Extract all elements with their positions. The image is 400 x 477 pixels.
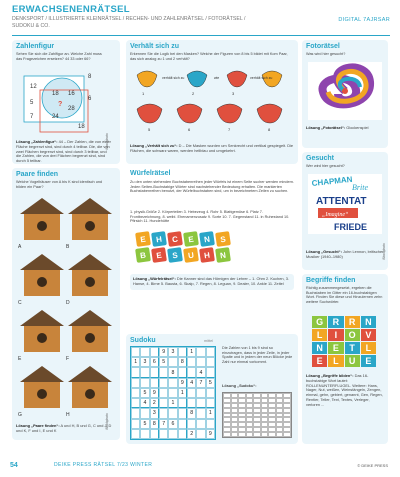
- sudoku-cell[interactable]: [178, 419, 187, 429]
- die-face: S: [167, 247, 183, 263]
- sudoku-cell[interactable]: 1: [131, 357, 140, 367]
- sudoku-cell[interactable]: 3: [150, 408, 159, 418]
- die-face: C: [167, 231, 183, 247]
- die-face: B: [135, 247, 151, 263]
- gesucht-word-5: FRIEDE: [334, 222, 368, 232]
- svg-text:7: 7: [228, 127, 231, 132]
- sudoku-cell[interactable]: 6: [168, 419, 177, 429]
- sudoku-cell[interactable]: [140, 378, 149, 388]
- svg-text:wie: wie: [214, 76, 220, 80]
- sudoku-cell[interactable]: 3: [140, 357, 149, 367]
- letter-tile: L: [328, 355, 343, 367]
- sudoku-cell[interactable]: [131, 398, 140, 408]
- paare-credit: iStockphoto: [105, 413, 109, 430]
- sudoku-cell[interactable]: [187, 419, 196, 429]
- sudoku-section: [126, 334, 298, 444]
- paare-section: [12, 168, 120, 440]
- birdhouse-g: [18, 366, 64, 418]
- sudoku-cell[interactable]: [131, 378, 140, 388]
- sudoku-cell[interactable]: [159, 388, 168, 398]
- sudoku-cell[interactable]: 1: [178, 388, 187, 398]
- sudoku-cell[interactable]: [196, 357, 205, 367]
- sudoku-solution-cell: [238, 432, 246, 437]
- die-face: E: [135, 231, 151, 247]
- zf-num-7: 28: [68, 106, 75, 112]
- masks-illustration: [132, 65, 292, 139]
- die-face: E: [151, 247, 167, 263]
- die-face: H: [151, 231, 167, 247]
- sudoku-cell[interactable]: [150, 429, 159, 439]
- zahlenfigur-title: Zahlenfigur: [16, 43, 55, 50]
- sudoku-cell[interactable]: [168, 378, 177, 388]
- gesucht-word-3: ATTENTAT: [316, 196, 367, 207]
- birdhouse-f: [66, 310, 112, 362]
- sudoku-cell[interactable]: 8: [168, 367, 177, 377]
- sudoku-cell[interactable]: 3: [168, 347, 177, 357]
- wuerfel-section: [126, 170, 298, 328]
- zf-num-2: 12: [30, 84, 37, 90]
- header-divider: [12, 35, 390, 36]
- begriffe-section: [302, 274, 388, 444]
- svg-text:1: 1: [142, 91, 145, 96]
- begriffe-solution: Lösung „Begriffe bilden“: Das 16-buchstabige Wort lautet: ROLLENUNTERFLUGEL. Weitere: Hans, Nager, Nut, weißen, Weinstängeln, Zengen, einmal, gehn, gebiert, genannt, Gen, Regen, Rentier, Teller, Text, Textes, Verleger, verloren ...: [306, 373, 383, 407]
- sudoku-cell[interactable]: 4: [140, 398, 149, 408]
- verhalt-section: [126, 40, 298, 164]
- sudoku-cell[interactable]: 1: [168, 398, 177, 408]
- sudoku-cell[interactable]: [159, 429, 168, 439]
- letter-tile: N: [312, 342, 327, 354]
- paare-text: Welche Vogelhäuser von A bis K sind identisch und bilden ein Paar?: [16, 180, 103, 189]
- verhalt-title: Verhält sich zu: [130, 43, 180, 50]
- birdhouse-b: [66, 198, 112, 250]
- sudoku-cell[interactable]: 8: [178, 357, 187, 367]
- sudoku-cell[interactable]: 5: [140, 419, 149, 429]
- svg-text:8: 8: [268, 127, 271, 132]
- sudoku-cell[interactable]: [131, 408, 140, 418]
- sudoku-cell[interactable]: 5: [206, 378, 215, 388]
- zf-num-5: 6: [88, 96, 92, 102]
- begriffe-title: Begriffe finden: [306, 277, 356, 284]
- zahlenfigur-credit: iStockphoto: [105, 133, 109, 150]
- sudoku-solution-cell: [261, 432, 269, 437]
- zahlenfigur-section: [12, 40, 120, 164]
- sudoku-cell[interactable]: 8: [150, 419, 159, 429]
- svg-text:A: A: [18, 244, 22, 250]
- sudoku-cell[interactable]: [178, 429, 187, 439]
- page-subtitle: DENKSPORT / ILLUSTRIERTE KLEINRÄTSEL / RECHEN- UND ZAHLENRÄTSEL / FOTORÄTSEL / SUDOKU & CO.: [12, 16, 246, 29]
- page-number: 54: [10, 462, 18, 469]
- sudoku-cell[interactable]: [131, 429, 140, 439]
- sudoku-cell[interactable]: [150, 347, 159, 357]
- sudoku-cell[interactable]: 4: [187, 378, 196, 388]
- sudoku-cell[interactable]: 8: [187, 408, 196, 418]
- zahlenfigur-text: Sehen Sie sich die Zahlfigur an. Welche Zahl muss das Fragezeichen ersetzen? 44 33 oder 66?: [16, 52, 102, 61]
- sudoku-solution-label: Lösung „Sudoku“:: [222, 383, 257, 388]
- letter-tile: I: [328, 329, 343, 341]
- zf-num-1: 8: [88, 74, 92, 80]
- svg-text:D: D: [66, 300, 70, 306]
- sudoku-cell[interactable]: [178, 408, 187, 418]
- sudoku-cell[interactable]: [206, 367, 215, 377]
- sudoku-cell[interactable]: 9: [150, 388, 159, 398]
- magazine-name: DEIKE PRESS RÄTSEL 7/23 WINTER: [54, 462, 153, 468]
- die-face: E: [183, 231, 199, 247]
- sudoku-text: Die Zahlen von 1 bis 9 sind so einzutragen, dass in jeder Zeile, in jeder Spalte und in jedem der neun Blöcke jede Zahl nur einmal vorkommt.: [222, 346, 293, 364]
- sudoku-level: mittel: [204, 339, 214, 343]
- zahlenfigur-diagram: [22, 70, 102, 138]
- sudoku-solution-cell: [246, 432, 254, 437]
- dice-row: [136, 232, 230, 262]
- sudoku-cell[interactable]: [168, 408, 177, 418]
- zf-num-8: 7: [30, 114, 34, 120]
- foto-solution: Lösung „Fotorätsel“: Glockenspiel: [306, 125, 369, 130]
- letter-tile: L: [361, 342, 376, 354]
- sudoku-cell[interactable]: 9: [159, 347, 168, 357]
- svg-text:5: 5: [148, 127, 151, 132]
- svg-text:6: 6: [188, 127, 191, 132]
- gesucht-solution: Lösung „Gesucht“: John Lennon, britischer Musiker (1940–1980): [306, 249, 384, 259]
- sudoku-cell[interactable]: 1: [187, 347, 196, 357]
- svg-text:3: 3: [232, 91, 235, 96]
- sudoku-cell[interactable]: [196, 408, 205, 418]
- zf-num-3: 18: [52, 91, 59, 97]
- zf-num-10: 18: [78, 124, 85, 130]
- letter-tile: E: [328, 342, 343, 354]
- sudoku-cell[interactable]: [196, 398, 205, 408]
- wuerfel-text: Zu den unten stehenden Buchstabenreihen jeder Würfels ist einem Seite sucher werden mindern. Jeden Seiten-Buchstabige Wörter sind nachstehender Bedeutung erhalten. Die markierten Buchstabenreihen benutzt, der Würfelbuchstaben sind, um in bezeichnetem Zeilen zu suchen.: [130, 180, 294, 194]
- svg-text:C: C: [18, 300, 22, 306]
- letter-tile: O: [345, 329, 360, 341]
- sudoku-cell[interactable]: [168, 357, 177, 367]
- letter-tile: E: [361, 355, 376, 367]
- sudoku-cell[interactable]: 1: [206, 408, 215, 418]
- sudoku-cell[interactable]: [196, 419, 205, 429]
- mask-row-bottom: [137, 104, 282, 132]
- sudoku-cell[interactable]: [206, 347, 215, 357]
- paare-title: Paare finden: [16, 171, 59, 178]
- sudoku-solution-grid: [222, 392, 292, 438]
- sudoku-cell[interactable]: [140, 429, 149, 439]
- sudoku-cell[interactable]: 6: [150, 357, 159, 367]
- letter-tile: E: [312, 355, 327, 367]
- sudoku-cell[interactable]: [206, 388, 215, 398]
- sudoku-cell[interactable]: [131, 367, 140, 377]
- sudoku-solution-cell: [283, 432, 291, 437]
- letter-tile: V: [361, 329, 376, 341]
- sudoku-cell[interactable]: [131, 419, 140, 429]
- sudoku-cell[interactable]: [140, 347, 149, 357]
- wuerfel-title: Würfelrätsel: [130, 170, 171, 177]
- svg-text:2: 2: [192, 91, 195, 96]
- die-face: S: [215, 231, 231, 247]
- die-face: H: [199, 247, 215, 263]
- sudoku-cell[interactable]: [140, 408, 149, 418]
- sudoku-cell[interactable]: 9: [178, 378, 187, 388]
- sudoku-cell[interactable]: 7: [159, 419, 168, 429]
- birdhouses-illustration: [16, 194, 116, 420]
- foto-section: [302, 40, 388, 148]
- sudoku-solution-cell: [276, 432, 284, 437]
- sudoku-cell[interactable]: 2: [150, 398, 159, 408]
- copyright: © DEIKE PRESS: [357, 463, 388, 468]
- foto-swirl-image: [308, 62, 382, 120]
- birdhouse-a: [18, 198, 64, 250]
- zf-num-9: 24: [52, 114, 59, 120]
- sudoku-cell[interactable]: [206, 419, 215, 429]
- letter-tile: G: [312, 316, 327, 328]
- sudoku-cell[interactable]: [187, 388, 196, 398]
- svg-text:verhält sich zu: verhält sich zu: [250, 76, 273, 80]
- birdhouse-d: [66, 254, 112, 306]
- zf-num-6: 5: [30, 100, 34, 106]
- svg-text:F: F: [66, 356, 70, 362]
- foto-text: Was wird hier gesucht?: [306, 52, 346, 56]
- sudoku-cell[interactable]: [196, 388, 205, 398]
- sudoku-cell[interactable]: [178, 398, 187, 408]
- sudoku-title: Sudoku: [130, 337, 156, 344]
- sudoku-cell[interactable]: [196, 347, 205, 357]
- birdhouse-e: [18, 310, 64, 362]
- sudoku-cell[interactable]: [131, 388, 140, 398]
- sudoku-cell[interactable]: [196, 429, 205, 439]
- letter-tile: T: [345, 342, 360, 354]
- gesucht-credit: iStockphoto: [382, 243, 386, 260]
- zahlenfigur-solution: Lösung „Zahlenfigur“: 44 – Der Zahlen, die von einer Fläche begrenzt sind, sind durch 4 teilbar. Die, die von zwei Flächen begrenzt sind, sind durch 3 teilbar, und die Zahlen, die von drei Flächen begrenzt sind, sind durch 5 teilbar.: [16, 139, 111, 164]
- sudoku-solution-cell: [231, 432, 239, 437]
- gesucht-words-image: [308, 174, 382, 234]
- sudoku-cell[interactable]: [131, 347, 140, 357]
- letter-tile: N: [361, 316, 376, 328]
- sudoku-grid[interactable]: [130, 346, 216, 440]
- gesucht-text: Wer wird hier gesucht?: [306, 164, 345, 168]
- sudoku-solution-cell: [268, 432, 276, 437]
- die-face: N: [199, 231, 215, 247]
- sudoku-cell[interactable]: 7: [196, 378, 205, 388]
- sudoku-cell[interactable]: [159, 408, 168, 418]
- gesucht-title: Gesucht: [306, 155, 335, 162]
- gesucht-word-1: CHAPMAN: [311, 174, 353, 188]
- gesucht-word-4: „Imagine“: [322, 212, 349, 218]
- gesucht-section: [302, 152, 388, 270]
- sudoku-cell[interactable]: [187, 367, 196, 377]
- svg-text:B: B: [66, 244, 70, 250]
- wuerfel-solution: Lösung „Würfelrätsel“: Die Kanner sind das Hörnigen der Lehrer – 1. Ohm 2. Kuchen, 3. Hanse, 4. Birne 5. Bausta, 6. Skalp, 7. Regen, 8. Leguan, 9. Dealer, 10. Ankle 11. Zeitel: [130, 274, 294, 290]
- sudoku-cell[interactable]: 5: [159, 357, 168, 367]
- die-face: N: [215, 247, 231, 263]
- sudoku-cell[interactable]: [187, 357, 196, 367]
- sudoku-cell[interactable]: [159, 398, 168, 408]
- sudoku-cell[interactable]: [178, 367, 187, 377]
- sudoku-cell[interactable]: [206, 357, 215, 367]
- foto-title: Fotorätsel: [306, 43, 340, 50]
- sudoku-cell[interactable]: [159, 378, 168, 388]
- sudoku-cell[interactable]: 9: [206, 429, 215, 439]
- birdhouse-h: [66, 366, 112, 418]
- letter-tile: U: [345, 355, 360, 367]
- letter-tile: R: [345, 316, 360, 328]
- header-tag: DIGITAL 7AJRSAR: [338, 17, 390, 23]
- paare-solution: Lösung „Paare finden“: A und H, B und G, C und J, D und K, F und I, E und K: [16, 423, 112, 433]
- zf-num-4: 16: [68, 91, 75, 97]
- verhalt-solution: Lösung „Verhält sich zu“: D – Die Masken wurden um Senkrecht und vertikal gespiegelt. Die Flächen, die schwarz waren, werden hellblau und umgekehrt.: [130, 143, 294, 153]
- die-face: U: [183, 247, 199, 263]
- sudoku-cell[interactable]: 4: [196, 367, 205, 377]
- sudoku-solution-cell: [253, 432, 261, 437]
- sudoku-cell[interactable]: [178, 347, 187, 357]
- sudoku-cell[interactable]: [206, 398, 215, 408]
- sudoku-cell[interactable]: 2: [187, 429, 196, 439]
- page-title: ERWACHSENENRÄTSEL: [12, 4, 130, 15]
- sudoku-solution-cell: [223, 432, 231, 437]
- sudoku-cell[interactable]: [140, 367, 149, 377]
- birdhouse-c: [18, 254, 64, 306]
- svg-text:E: E: [18, 356, 22, 362]
- gesucht-word-2: Brite: [352, 183, 368, 192]
- sudoku-cell[interactable]: [150, 378, 159, 388]
- svg-text:verhält sich zu: verhält sich zu: [162, 76, 185, 80]
- begriffe-text: Richtig zusammengesetzt, ergeben die Buchstaben im Gitter ein 16-buchstabigen Wort. Finden Sie diese und Hinzulernen zehn weitere Suchwörter.: [306, 286, 383, 304]
- sudoku-cell[interactable]: 5: [140, 388, 149, 398]
- zf-question: ?: [58, 101, 63, 108]
- sudoku-cell[interactable]: [187, 398, 196, 408]
- sudoku-cell[interactable]: [150, 367, 159, 377]
- sudoku-cell[interactable]: [168, 388, 177, 398]
- begriffe-letter-grid: [312, 316, 376, 367]
- mask-row-top: [137, 71, 282, 96]
- letter-tile: R: [328, 316, 343, 328]
- wuerfel-clues: 1. physik.Größe 2. Körperteilen 3. Hebezeug 4. Rohr 5. Blattgemüse 6. Platz 7. Frontbezeichnung, 8. weibl. Ehenamenzusatz 9. Sorte 10. 7. Gegenstand 11. in Ruhestand 10. Pfirsich 11. Hundehütte: [130, 210, 290, 224]
- svg-text:G: G: [18, 412, 22, 418]
- svg-text:H: H: [66, 412, 70, 418]
- sudoku-cell[interactable]: [168, 429, 177, 439]
- verhalt-text: Erkennen Sie die Logik bei den Masken? Welche der Figuren von 8 bis 5 bildet mit Kom Paar, das sich analog zu 1 und 2 verhält?: [130, 52, 288, 61]
- sudoku-cell[interactable]: [159, 367, 168, 377]
- letter-tile: L: [312, 329, 327, 341]
